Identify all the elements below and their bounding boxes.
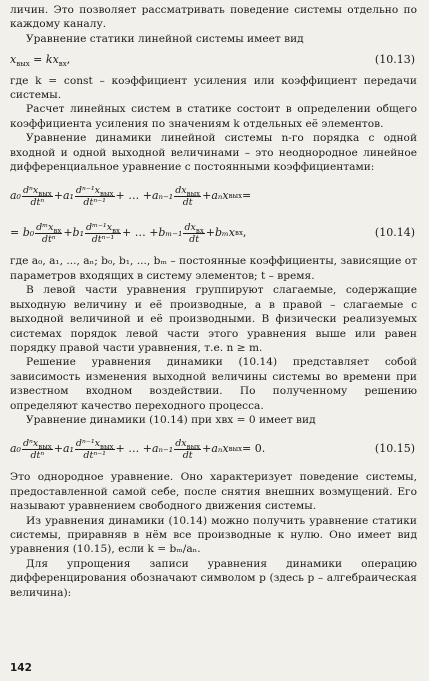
paragraph-12: Для упрощения записи уравнения динамики операцию дифференцирования обозначают символом p (здесь p – алгебраическая величина): (10, 557, 417, 599)
equation-number: (10.14) (374, 226, 415, 240)
paragraph-11: Из уравнения динамики (10.14) можно получить уравнение статики системы, приравняв в нём все производные к нулю. Оно имеет вид уравнения (10.15), если k = bₘ/aₙ. (10, 514, 417, 556)
equation-10-13: $x_{вых} = kx_{вх}$, (10.13) (10, 53, 415, 69)
paragraph-4: Расчет линейных систем в статике состоит в определении общего коэффициента усиления по значениям k отдельных её элементов. (10, 103, 417, 130)
paragraph-1: личин. Это позволяет рассматривать поведение системы отдельно по каждому каналу. (10, 4, 417, 31)
paragraph-2: Уравнение статики линейной системы имеет вид (26, 32, 304, 45)
equation-number: (10.13) (374, 53, 415, 67)
equation-10-15: a₀ $\frac{d^nx_{вых}}{\text{dtⁿ}}$ + a₁ $\frac{d^{n-1}x_{вых}}{\text{dtⁿ⁻¹}}$ + … + aₙ₋₁ $\frac{dx_{вых}}{dt}$ + aₙ x вых = 0. (10.15) (10, 434, 417, 464)
paragraph-8: Решение уравнения динамики (10.14) представляет собой зависимость изменения выходной величины системы во времени при известном входном воздействии. По полученному решению определяют качество переходного процесса. (10, 356, 417, 412)
paragraph-6: где a₀, a₁, ..., aₙ; b₀, b₁, ..., bₘ – постоянные коэффициенты, зависящие от параметров входящих в систему элементов; t – время. (10, 255, 417, 282)
paragraph-10: Это однородное уравнение. Оно характеризует поведение системы, предоставленной самой себе, после снятия внешних возмущений. Его называют уравнением свободного движения системы. (10, 471, 417, 513)
paragraph-5: Уравнение динамики линейной системы n-го порядка с одной входной и одной выходной величинами – это неоднородное линейное дифференциальное уравнение с постоянными коэффициентами: (10, 132, 417, 174)
equation-10-14-line-1: a₀ $\frac{d^nx_{вых}}{\text{dtⁿ}}$ + a₁ $\frac{d^{n-1}x_{вых}}{\text{dtⁿ⁻¹}}$ + … + aₙ₋₁ $\frac{dx_{вых}}{dt}$ + aₙ x вых = (10, 184, 252, 208)
equation-10-14-line-2: = b₀ $\frac{dᵐx_{вх}}{\text{dtⁿ}}$ + b₁ $\frac{dᵐ^{-1}x_{вх}}{\text{dtⁿ⁻¹}}$ + … + bₘ₋₁ $\frac{dx_{вх}}{dt}$ + bₘ x вх , (10.14) (10, 218, 417, 248)
page-number: 142 (10, 662, 32, 674)
paragraph-7: В левой части уравнения группируют слагаемые, содержащие выходную величину и её производные, а в правой – слагаемые с выходной величиной и её производными. В физически реализуемых системах порядок левой части этого уравнения выше или равен порядку правой части уравнения, т.е. n ≥ m. (10, 284, 417, 354)
paragraph-9: Уравнение динамики (10.14) при xвх = 0 имеет вид (26, 413, 316, 426)
equation-number: (10.15) (374, 442, 415, 456)
paragraph-3: где k = const – коэффициент усиления или коэффициент передачи системы. (10, 74, 417, 102)
